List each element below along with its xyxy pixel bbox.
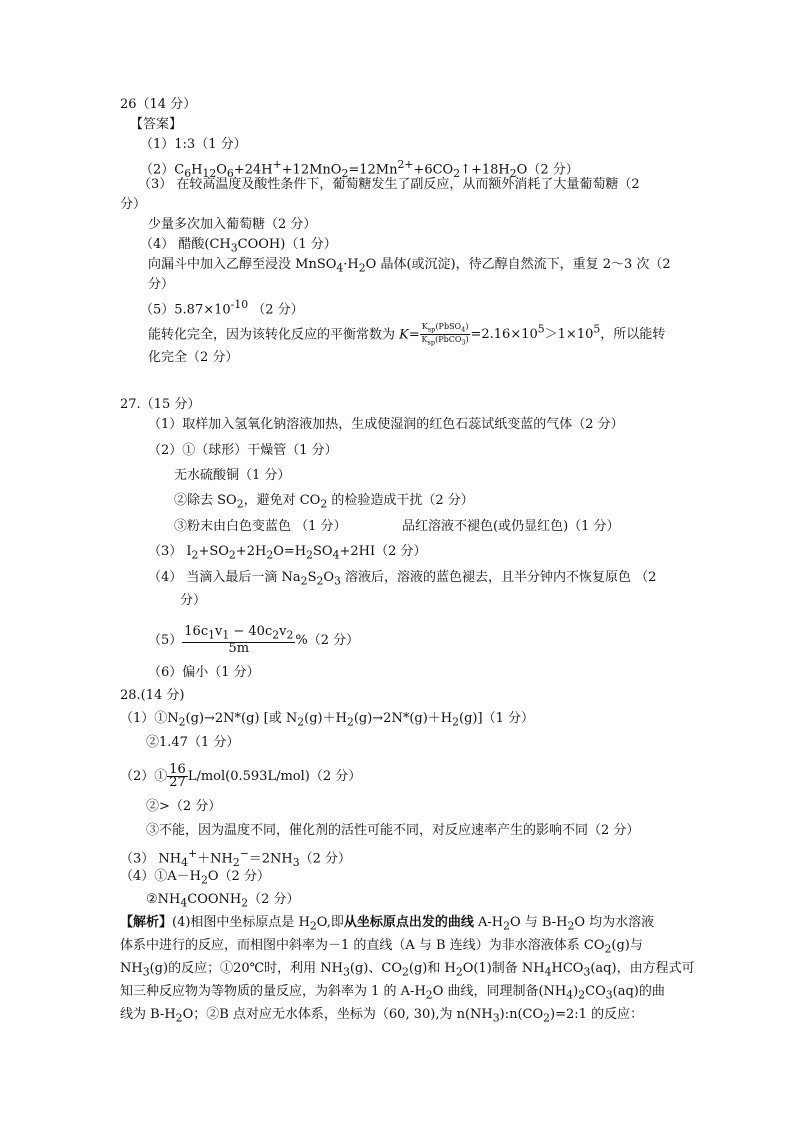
q27-line-1: （1）取样加入氢氧化钠溶液加热，生成使湿润的红色石蕊试纸变蓝的气体（2 分） [148, 417, 624, 432]
q28-line-4b: $②NH_4COONH_2(2$ 分） [146, 892, 300, 910]
q28-line-1b: ②1.47（1 分） [146, 735, 240, 750]
q27-line-2b: 无水硫酸铜（1 分） [174, 468, 291, 483]
q26-line-5: $(5)5.87\times 10^{-10}$ （2 分） [140, 298, 304, 318]
analysis-line-1-pre: (4)相图中坐标原点是 $H_2O$,即 [172, 915, 344, 933]
analysis-tag: 【解析】 [120, 915, 173, 930]
q28-line-2-post: L/mol(0.593L/mol)（2 分） [187, 769, 362, 784]
analysis-emphasis: 从坐标原点出发的曲线 [343, 915, 474, 930]
q26-answer-tag: 【答案】 [130, 117, 183, 132]
q27-header: 27.（15 分） [120, 397, 201, 412]
q27-line-6: （6）偏小（1 分） [148, 665, 260, 680]
analysis-line-5: 线为 $B-H_2O$；②B 点对应无水体系，坐标为（60, 30),为 $n(NH_3):n(CO_2)=2:1$ 的反应： [120, 1007, 644, 1025]
q26-line-5b-pre: 能转化完全，因为该转化反应的平衡常数为 [148, 327, 400, 343]
q27-line-4b: 分） [180, 593, 207, 608]
analysis-line-3: $NH_3(g)$的反应；①20℃时，利用 $NH_3(g)$、$CO_2(g)$和 $H_2O(1)$制备 $NH_4HCO_3(aq)$，由方程式可 [120, 961, 695, 979]
q26-line-3a: （3） 在较高温度及酸性条件下，葡萄糖发生了副反应，从而额外消耗了大量葡萄糖（2 [138, 177, 640, 192]
q26-k-symbol: K [399, 327, 409, 343]
analysis-line-2: 体系中进行的反应，而相图中斜率为－1 的直线（A 与 B 连线）为非水溶液体系 $CO_2(g)$与 [120, 938, 643, 956]
q27-line-5-post: %（2 分） [295, 632, 360, 648]
q28-fraction-denominator: 27 [169, 775, 186, 790]
q26-line-1: （1）1:3（1 分） [140, 137, 247, 152]
q28-line-4: $(4)①A-H_2O(2$ 分） [120, 869, 270, 887]
q26-ksp-numerator: $K_{sp}(PbSO_4)$ [421, 321, 469, 334]
q28-line-2b: ②>（2 分） [146, 799, 222, 814]
q26-line-4c: 分） [148, 277, 175, 292]
q26-line-3c: 少量多次加入葡萄糖（2 分） [148, 217, 317, 232]
analysis-line-1 [120, 914, 654, 936]
q28-line-2 [120, 764, 361, 789]
q28-header: 28.(14 分) [120, 688, 185, 703]
q27-line-5 [148, 626, 359, 655]
q27-line-5-pre: （5） [148, 632, 183, 648]
q28-line-2-pre: （2）① [120, 769, 168, 784]
q27-fraction [182, 626, 295, 655]
q27-line-2d-b: 品红溶液不褪色(或仍显红色)（1 分） [402, 519, 620, 534]
q26-line-4: （4） 醋酸$(CH_3COOH)(1$ 分） [140, 237, 337, 255]
q26-line-4b: 向漏斗中加入乙醇至浸没 $MnSO_4\cdot H_2O$ 晶体(或沉淀)，待乙醇自然流下，重复 2～3 次（2 [148, 257, 671, 275]
q26-line-3b: 分） [120, 197, 147, 212]
q26-ksp-denominator: $K_{sp}(PbCO_3)$ [421, 335, 469, 347]
q26-ksp-fraction [420, 322, 471, 348]
q26-line-5c: 化完全（2 分） [148, 350, 239, 365]
analysis-line-4: 知三种反应物为等物质的量反应，为斜率为 1 的 $A-H_2O$ 曲线，同理制备$(NH_4)_2CO_3(aq)$的曲 [120, 984, 665, 1002]
q27-line-3: （3） $I_2+SO_2+2H_2O=H_2SO_4+2HI(2$ 分） [148, 544, 427, 562]
q26-line-5b-post: $=2.16\times 10^5>1\times 10^5$，所以能转 [470, 323, 666, 343]
q27-line-2: （2）①（球形）干燥管（1 分） [148, 443, 338, 458]
q28-line-3: （3） $NH_4^++NH_2^-=2NH_3(2$ 分） [120, 847, 352, 869]
analysis-line-1-post: $A-H_2O$ 与 $B-H_2O$ 均为水溶液 [473, 915, 655, 933]
q26-line-2: $(2)C_6H_{12}O_6+24H^++12MnO_2=12Mn^{2+}+6CO_2↑+18H_2O(2$ 分） [140, 158, 579, 180]
q27-fraction-denominator: 5m [228, 640, 250, 656]
q26-header: 26（14 分） [120, 97, 197, 112]
q26-line-5b: 能转化完全，因为该转化反应的平衡常数为 K= $\frac{K_{sp}(PbSO_4)}{K_{sp}(PbCO_3)}$ $=2.16\times 10^5>1\times 10^5$，所以能转 [148, 321, 666, 347]
q27-fraction-numerator: $16c_1v_1 - 40c_2v_2$ [184, 624, 294, 642]
q28-fraction [167, 764, 188, 789]
q27-line-2d-a: ③粉末由白色变蓝色 （1 分） [174, 519, 347, 534]
q28-fraction-numerator: 16 [169, 762, 186, 777]
q28-line-2c: ③不能，因为温度不同，催化剂的活性可能不同，对反应速率产生的影响不同（2 分） [146, 823, 640, 838]
q28-line-1: $(1)①N_2(g)\to 2N*(g)$ [或 $N_2(g)+H_2(g)\to 2N*(g)+H_2(g)](1$ 分） [120, 711, 534, 729]
q27-line-2c: ②除去 $SO_2$，避免对 $CO_2$ 的检验造成干扰（2 分） [174, 493, 474, 511]
q27-line-4: （4） 当滴入最后一滴 $Na_2S_2O_3$ 溶液后，溶液的蓝色褪去，且半分钟内不恢复原色 （2 [148, 570, 657, 588]
